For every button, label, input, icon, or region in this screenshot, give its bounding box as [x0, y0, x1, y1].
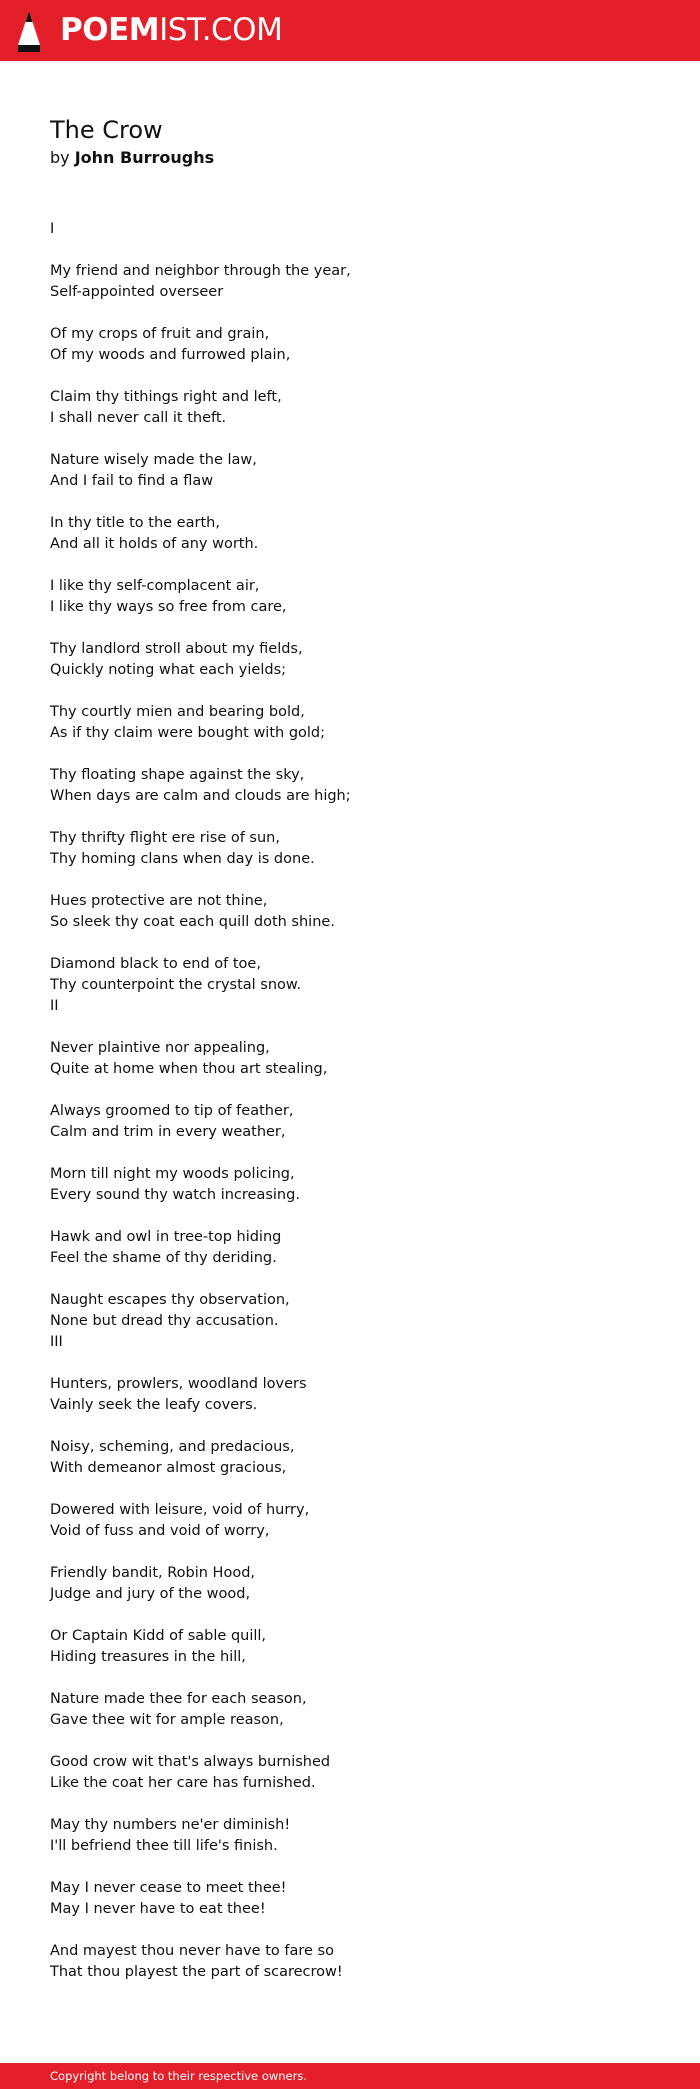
stanza [50, 219, 650, 240]
poem-line: As if thy claim were bought with gold; [50, 725, 326, 741]
poem-line: Void of fuss and void of worry, [50, 1523, 270, 1539]
poem-line: Hues protective are not thine, [50, 893, 268, 909]
stanza [50, 513, 650, 555]
stanza [50, 828, 650, 870]
stanza [50, 1752, 650, 1794]
poem-line: Like the coat her care has furnished. [50, 1775, 316, 1791]
stanza-gap [50, 429, 650, 450]
stanza-gap [50, 1080, 650, 1101]
stanza-gap [50, 744, 650, 765]
stanza-gap [50, 681, 650, 702]
stanza [50, 765, 650, 807]
poem-line: May I never cease to meet thee! [50, 1880, 287, 1896]
stanza [50, 1437, 650, 1479]
stanza [50, 1374, 650, 1416]
poem-line: Thy floating shape against the sky, [50, 767, 305, 783]
poem-line: Nature wisely made the law, [50, 452, 257, 468]
poem-line: Friendly bandit, Robin Hood, [50, 1565, 256, 1581]
stanza-gap [50, 1353, 650, 1374]
logo-bold-text: POEM [60, 12, 160, 48]
stanza-gap [50, 492, 650, 513]
poem-line: When days are calm and clouds are high; [50, 788, 351, 804]
poem-line: I shall never call it theft. [50, 410, 227, 426]
stanza-gap [50, 1269, 650, 1290]
stanza [50, 1038, 650, 1080]
poem-line: Always groomed to tip of feather, [50, 1103, 294, 1119]
poem-line: Hawk and owl in tree-top hiding [50, 1229, 282, 1245]
stanza-gap [50, 303, 650, 324]
poem-line: Thy courtly mien and bearing bold, [50, 704, 305, 720]
poem-line: Judge and jury of the wood, [50, 1586, 251, 1602]
stanza-gap [50, 1668, 650, 1689]
pencil-tip-icon[interactable] [16, 9, 42, 52]
poem-line: None but dread thy accusation. [50, 1313, 279, 1329]
poem-line: III [50, 1334, 63, 1350]
logo-light-text: IST.COM [159, 12, 283, 48]
poem-line: Claim thy tithings right and left, [50, 389, 282, 405]
stanza-gap [50, 1479, 650, 1500]
poem-line: Morn till night my woods policing, [50, 1166, 295, 1182]
stanza-gap [50, 240, 650, 261]
stanza [50, 1290, 650, 1353]
site-header [0, 0, 700, 61]
stanza [50, 1101, 650, 1143]
copyright-text: Copyright belong to their respective owners. [50, 2069, 308, 2083]
poem-line: Nature made thee for each season, [50, 1691, 307, 1707]
site-logo[interactable] [60, 9, 282, 52]
stanza [50, 1941, 650, 1983]
poem-line: And mayest thou never have to fare so [50, 1943, 334, 1959]
stanza-gap [50, 618, 650, 639]
author-name[interactable]: John Burroughs [74, 148, 215, 167]
poem-line: Quickly noting what each yields; [50, 662, 287, 678]
poem-line: Feel the shame of thy deriding. [50, 1250, 277, 1266]
stanza [50, 387, 650, 429]
stanza [50, 324, 650, 366]
stanza [50, 576, 650, 618]
stanza-gap [50, 555, 650, 576]
poem-line: Calm and trim in every weather, [50, 1124, 286, 1140]
stanza [50, 1815, 650, 1857]
poem-line: With demeanor almost gracious, [50, 1460, 287, 1476]
poem-line: Vainly seek the leafy covers. [50, 1397, 258, 1413]
poem-line: Hiding treasures in the hill, [50, 1649, 246, 1665]
poem-line: II [50, 998, 59, 1014]
stanza-gap [50, 1542, 650, 1563]
poem-line: I'll befriend thee till life's finish. [50, 1838, 278, 1854]
poem-line: Or Captain Kidd of sable quill, [50, 1628, 267, 1644]
poem-line: Dowered with leisure, void of hurry, [50, 1502, 310, 1518]
poem-line: My friend and neighbor through the year, [50, 263, 351, 279]
poem-line: May I never have to eat thee! [50, 1901, 266, 1917]
stanza [50, 1164, 650, 1206]
poem-title: The Crow [50, 116, 163, 144]
stanza-gap [50, 1605, 650, 1626]
stanza [50, 1878, 650, 1920]
poem-line: I like thy ways so free from care, [50, 599, 287, 615]
stanza-gap [50, 1143, 650, 1164]
stanza-gap [50, 1416, 650, 1437]
stanza [50, 1227, 650, 1269]
stanza-gap [50, 366, 650, 387]
poem-line: Good crow wit that's always burnished [50, 1754, 331, 1770]
poem-line: Naught escapes thy observation, [50, 1292, 290, 1308]
poem-line: Gave thee wit for ample reason, [50, 1712, 284, 1728]
poem-line: I like thy self-complacent air, [50, 578, 260, 594]
stanza-gap [50, 870, 650, 891]
stanza-gap [50, 1206, 650, 1227]
poem-line: Of my crops of fruit and grain, [50, 326, 270, 342]
poem-line: Thy counterpoint the crystal snow. [50, 977, 302, 993]
stanza [50, 261, 650, 303]
poem-line: I [50, 221, 55, 237]
stanza [50, 1689, 650, 1731]
poem-line: In thy title to the earth, [50, 515, 220, 531]
stanza [50, 450, 650, 492]
stanza-gap [50, 807, 650, 828]
poem-line: Every sound thy watch increasing. [50, 1187, 300, 1203]
poem-line: Of my woods and furrowed plain, [50, 347, 291, 363]
stanza-gap [50, 1920, 650, 1941]
stanza [50, 1500, 650, 1542]
poem-line: Never plaintive nor appealing, [50, 1040, 270, 1056]
poem-line: And I fail to find a flaw [50, 473, 214, 489]
poem-line: That thou playest the part of scarecrow! [50, 1964, 343, 1980]
stanza [50, 702, 650, 744]
poem-line: Thy landlord stroll about my fields, [50, 641, 303, 657]
stanza [50, 639, 650, 681]
stanza-gap [50, 1017, 650, 1038]
stanza-gap [50, 1731, 650, 1752]
poem-line: So sleek thy coat each quill doth shine. [50, 914, 335, 930]
poem-line: Self-appointed overseer [50, 284, 224, 300]
poem-line: Quite at home when thou art stealing, [50, 1061, 328, 1077]
poem-line: May thy numbers ne'er diminish! [50, 1817, 291, 1833]
poem-body [50, 219, 650, 1983]
stanza-gap [50, 933, 650, 954]
by-prefix: by [50, 148, 70, 167]
poem-line: Thy homing clans when day is done. [50, 851, 315, 867]
stanza-gap [50, 1857, 650, 1878]
stanza-gap [50, 1794, 650, 1815]
poem-line: Thy thrifty flight ere rise of sun, [50, 830, 280, 846]
poem-line: And all it holds of any worth. [50, 536, 259, 552]
byline [50, 146, 214, 170]
stanza [50, 1563, 650, 1605]
poem-line: Noisy, scheming, and predacious, [50, 1439, 295, 1455]
poem-line: Diamond black to end of toe, [50, 956, 261, 972]
poem-line: Hunters, prowlers, woodland lovers [50, 1376, 307, 1392]
stanza [50, 954, 650, 1017]
stanza [50, 891, 650, 933]
site-footer [0, 2063, 700, 2089]
stanza [50, 1626, 650, 1668]
